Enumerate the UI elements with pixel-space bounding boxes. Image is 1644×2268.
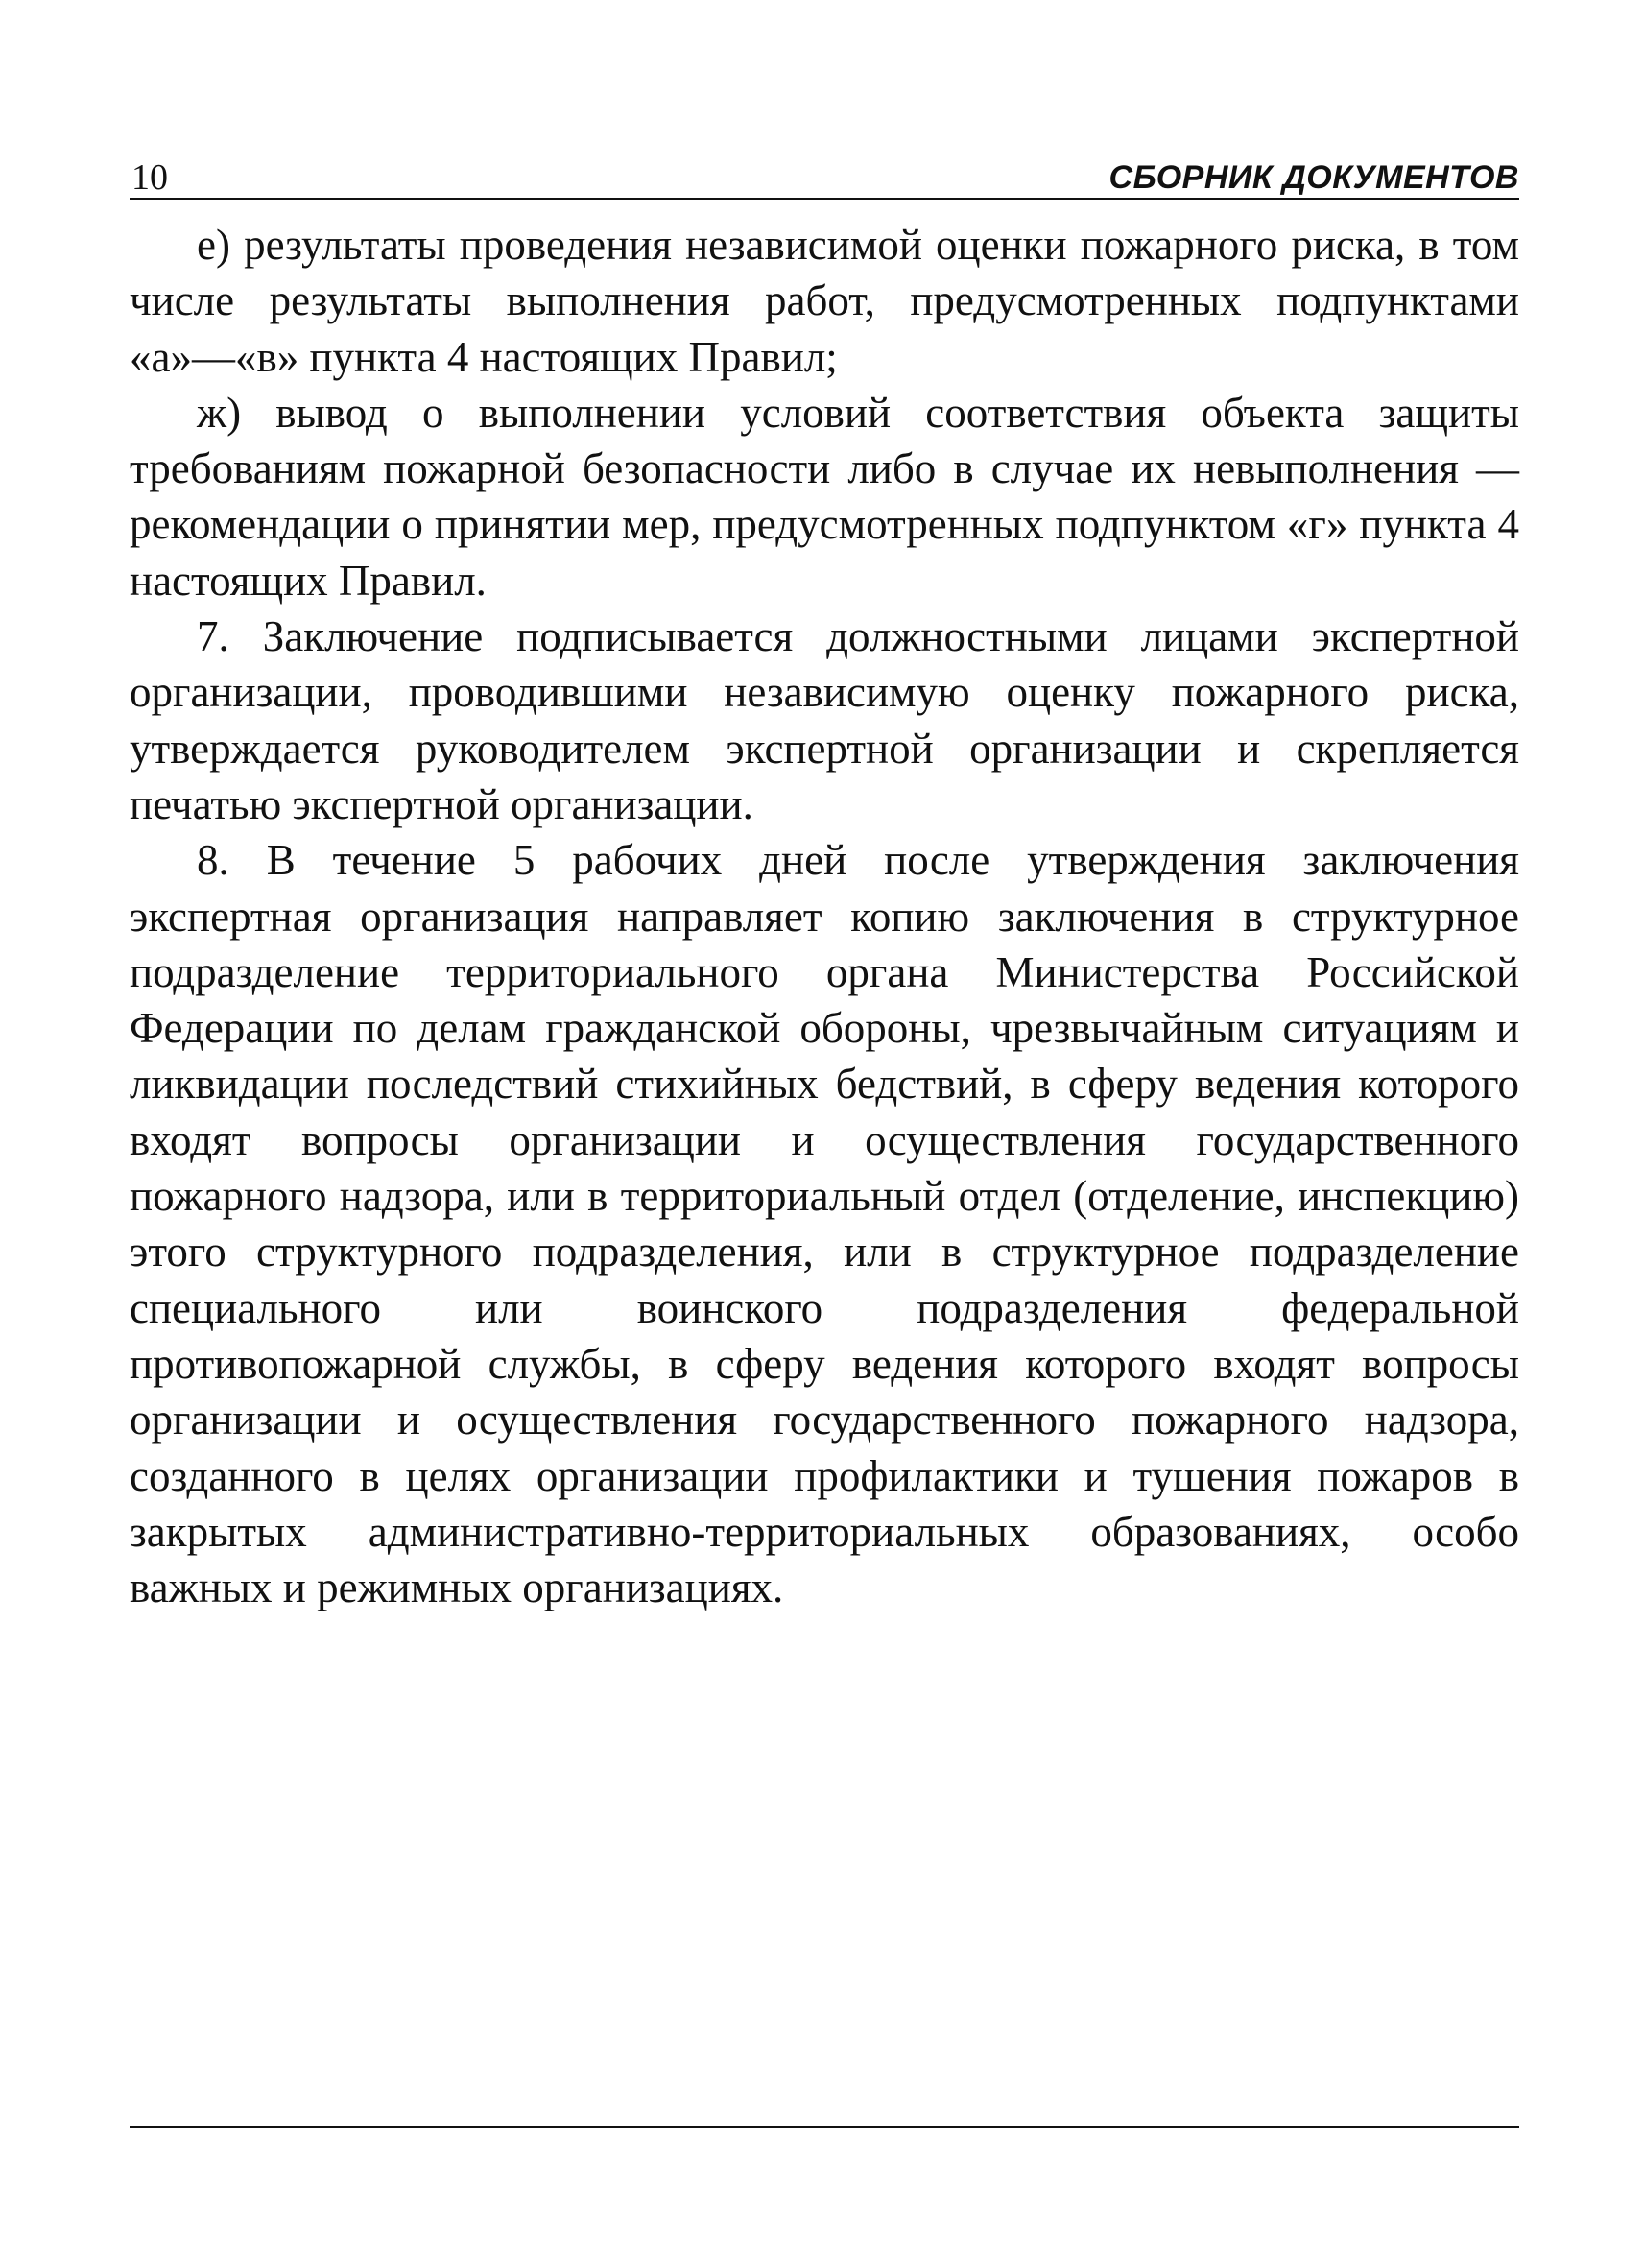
footer-rule: [130, 2126, 1519, 2128]
running-title: СБОРНИК ДОКУМЕНТОВ: [1108, 159, 1519, 196]
paragraph-item-e: е) результаты проведения независимой оценки пожарного риска, в том числе результаты выполнения работ, предусмотренных подпунктами «а»—«в» пункта 4 настоящих Правил;: [130, 221, 1519, 381]
body-text: [130, 217, 1519, 1615]
page-number: 10: [131, 157, 168, 198]
document-page: [130, 144, 1519, 1615]
paragraph-clause-8: 8. В течение 5 рабочих дней после утверждения заключения экспертная организация направляет копию заключения в структурное подразделение территориального органа Министерства Российской Федерации по делам гражданской обороны, чрезвычайным ситуациям и ликвидации последствий стихийных бедствий, в сферу ведения которого входят вопросы организации и осуществления государственного пожарного надзора, или в территориальный отдел (отделение, инспекцию) этого структурного подразделения, или в структурное подразделение специального или воинского подразделения федеральной противопожарной службы, в сферу ведения которого входят вопросы организации и осуществления государственного пожарного надзора, созданного в целях организации профилактики и тушения пожаров в закрытых административно-территориальных образованиях, особо важных и режимных организациях.: [130, 836, 1519, 1612]
paragraph-clause-7: 7. Заключение подписывается должностными лицами экспертной организации, проводившими независимую оценку пожарного риска, утверждается руководителем экспертной организации и скрепляется печатью экспертной организации.: [130, 612, 1519, 828]
running-header: [130, 144, 1519, 200]
paragraph-item-zh: ж) вывод о выполнении условий соответствия объекта защиты требованиям пожарной безопасности либо в случае их невыполнения — рекомендации о принятии мер, предусмотренных подпунктом «г» пункта 4 настоящих Правил.: [130, 388, 1519, 605]
